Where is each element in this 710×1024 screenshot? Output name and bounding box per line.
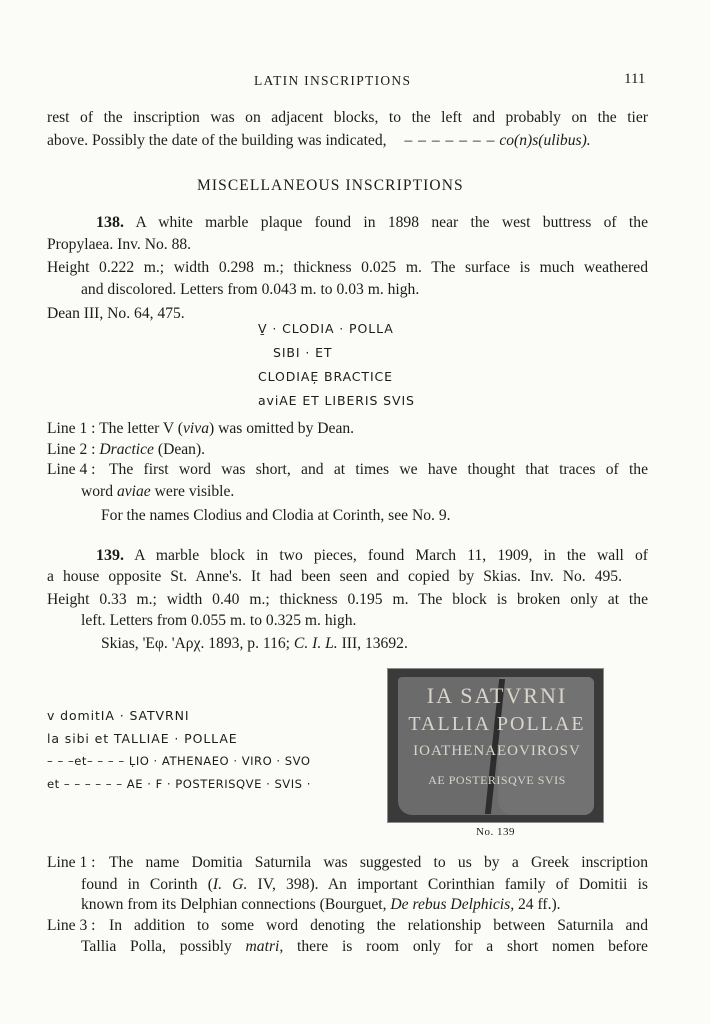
note-138-line-4: The first word was short, and at times we have thought that traces of the [109, 461, 648, 478]
photo-caption: No. 139 [476, 826, 515, 838]
entry-139-desc-text: A marble block in two pieces, found March 11, 1909, in the wall of [134, 547, 648, 564]
photo-line-2: TALLIA POLLAE [408, 713, 586, 735]
intro-line-2 [47, 130, 591, 152]
entry-138-dims-line-1: Height 0.222 m.; width 0.298 m.; thickness 0.025 m. The surface is much weathered [47, 259, 648, 276]
note-139-l1-text-3: known from its Delphian connections (Bourguet, [81, 896, 391, 913]
note-138-l4-italic: aviae [116, 483, 151, 500]
entry-139-ref-end: III, 13692. [337, 635, 408, 652]
entry-139-desc-line-2: a house opposite St. Anne's. It had been seen and copied by Skias. Inv. No. 495. [47, 568, 622, 585]
note-139-l3-text-2: there is room only for a short nomen before [283, 938, 648, 955]
note-139-line-3: In addition to some word denoting the relationship between Saturnila and [109, 917, 648, 934]
note-139-l1-label: Line 1 : [47, 854, 96, 871]
note-138-l2-italic: Dractice [99, 441, 154, 458]
intro-dashes: – – – – – – – [404, 132, 496, 149]
entry-139-number: 139. [96, 547, 124, 564]
note-138-line-1 [47, 418, 354, 440]
note-138-l2-text: (Dean). [153, 441, 206, 458]
note-139-line-1: The name Domitia Saturnila was suggested to us by a Greek inscription [109, 854, 648, 871]
note-139-line-3-cont [81, 936, 648, 958]
entry-138-reference: Dean III, No. 64, 475. [47, 305, 185, 322]
entry-139-dims-line-2: left. Letters from 0.055 m. to 0.325 m. high. [81, 612, 357, 629]
entry-138-desc-line-1 [96, 212, 648, 234]
inscription-138-line-4: aviAE ET LIBERIS SVIS [258, 393, 415, 408]
note-139-l1-italic: I. G. [212, 876, 248, 893]
note-139-l3-label: Line 3 : [47, 917, 96, 934]
intro-line-1: rest of the inscription was on adjacent blocks, to the left and probably on the tier [47, 109, 648, 126]
note-139-line-1-end [81, 894, 561, 916]
inscription-photo [387, 668, 604, 823]
photo-line-3: IOATHENAEOVIROSV [413, 743, 581, 759]
photo-line-4: AE POSTERISQVE SVIS [428, 773, 566, 787]
entry-138-desc-line-2: Propylaea. Inv. No. 88. [47, 236, 192, 253]
note-139-l1-text-2: IV, 398). An important Corinthian family of Domitii is [247, 876, 648, 893]
note-139-l1-text-4: 24 ff.). [514, 896, 561, 913]
running-title: LATIN INSCRIPTIONS [254, 73, 412, 88]
note-138-l1-label: Line 1 : [47, 420, 96, 437]
intro-line-2-text: above. Possibly the date of the building was indicated, [47, 132, 387, 149]
inscription-139-line-4: et – – – – – – AE · F · POSTERISQVE · SVIS · [47, 777, 311, 791]
inscription-138-line-1: V̱ · CLODIA · POLLA [258, 321, 394, 336]
entry-139-dims-line-1: Height 0.33 m.; width 0.40 m.; thickness 0.195 m. The block is broken only at the [47, 591, 648, 608]
entry-138-desc-text: A white marble plaque found in 1898 near the west buttress of the [135, 214, 648, 231]
entry-138-dims-line-2: and discolored. Letters from 0.043 m. to 0.03 m. high. [81, 281, 420, 298]
note-138-l1-text-b: ) was omitted by Dean. [209, 420, 355, 437]
note-138-names: For the names Clodius and Clodia at Corinth, see No. 9. [101, 507, 451, 524]
entry-139-ref-text: Skias, 'Εφ. 'Αρχ. 1893, p. 116; [101, 635, 294, 652]
entry-139-ref-italic: C. I. L. [293, 635, 338, 652]
note-138-l4-text: word [81, 483, 117, 500]
note-139-l3-text: Tallia Polla, possibly [81, 938, 246, 955]
section-title: MISCELLANEOUS INSCRIPTIONS [197, 177, 464, 194]
intro-line-2-end: co(n)s(ulibus). [499, 132, 591, 149]
note-139-l1-italic-2: De rebus Delphicis, [390, 896, 515, 913]
photo-line-1: IA SATVRNI [426, 683, 568, 708]
note-138-l1-text-a: The letter V ( [99, 420, 184, 437]
entry-139-reference [101, 633, 408, 655]
note-138-l4-label: Line 4 : [47, 461, 96, 478]
inscription-138-line-2: SIBI · ET [273, 345, 333, 360]
note-139-line-1-cont [81, 874, 648, 896]
note-138-line-4-cont [81, 481, 234, 503]
inscription-139-line-1: v domitIA · SATVRNI [47, 708, 190, 723]
note-138-line-2 [47, 439, 205, 461]
note-139-l1-text: found in Corinth ( [81, 876, 213, 893]
inscription-138-line-3: CLODIAE̦ BRACTICE [258, 369, 393, 384]
entry-139-desc-line-1 [96, 545, 648, 567]
entry-138-number: 138. [96, 214, 124, 231]
page-number: 111 [624, 71, 646, 87]
note-138-l4-end: were visible. [150, 483, 235, 500]
note-138-l2-label: Line 2 : [47, 441, 96, 458]
inscription-139-line-2: la sibi et TALLIAE · POLLAE [47, 731, 238, 746]
note-139-l3-italic: matri, [245, 938, 284, 955]
inscription-139-line-3: – – –et– – – – ḶIO · ATHENAEO · VIRO · SVO [47, 754, 311, 768]
note-138-l1-italic: viva [183, 420, 209, 437]
